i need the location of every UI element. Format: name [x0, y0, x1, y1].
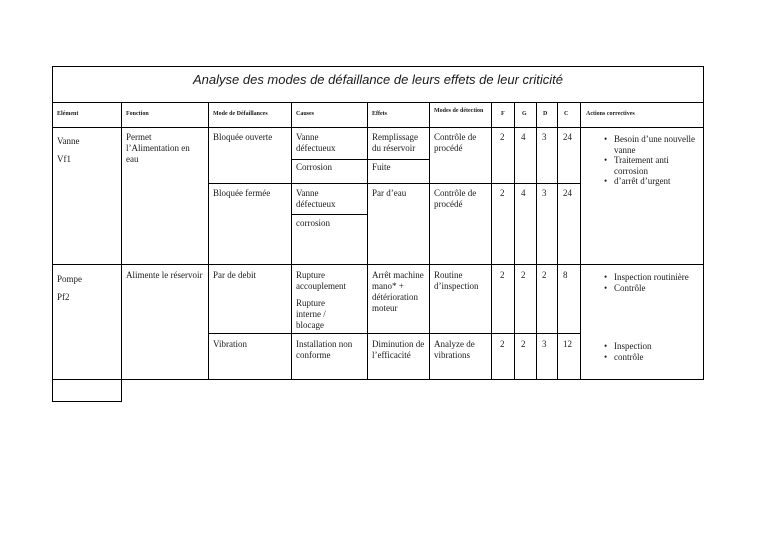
- col-line-7: [514, 102, 515, 380]
- header-element: Elément: [57, 111, 79, 117]
- row2-mode1-action-2: • Contrôle: [600, 283, 700, 294]
- cause-subdivider: [292, 159, 367, 160]
- col-line-0-ext: [52, 380, 53, 402]
- row1-actions-list: [600, 134, 700, 187]
- row-divider: [52, 264, 704, 265]
- row2-mode1-detection: Routine d’inspection: [434, 270, 479, 291]
- row2-mode2-f: 2: [500, 339, 505, 349]
- row1-mode2-cause2: corrosion: [296, 218, 330, 228]
- row1-mode1-effet2: Fuite: [372, 162, 391, 172]
- row1-mode2-f: 2: [500, 188, 505, 198]
- row1-mode-divider: [209, 183, 581, 184]
- row2-mode2-cause1: Installation non conforme: [296, 339, 353, 360]
- col-line-3: [291, 102, 292, 380]
- row2-mode2-action-1: • Inspection: [600, 341, 700, 352]
- header-f: F: [501, 111, 505, 117]
- row2-mode2-g: 2: [521, 339, 526, 349]
- row2-mode1-action-1: • Inspection routinière: [600, 272, 700, 283]
- header-divider: [52, 127, 704, 128]
- row1-mode1-c: 24: [563, 132, 572, 142]
- first-col-bottom: [52, 401, 122, 402]
- col-line-8: [536, 102, 537, 380]
- row2-mode1: Par de debit: [213, 270, 256, 280]
- col-line-2: [208, 102, 209, 380]
- row2-element: Pompe Pf2: [57, 274, 83, 302]
- row1-mode2: Bloquée fermée: [213, 188, 271, 198]
- row1-mode2-effet1: Par d’eau: [372, 188, 407, 198]
- row2-mode1-g: 2: [521, 270, 526, 280]
- row2-mode2-c: 12: [563, 339, 572, 349]
- table-title: Analyse des modes de défaillance de leurs effets de leur criticité: [193, 72, 563, 87]
- col-line-1: [121, 102, 122, 402]
- row2-mode1-c: 8: [563, 270, 568, 280]
- row1-mode2-detection: Contrôle de procédé: [434, 188, 477, 209]
- row2-mode-divider: [209, 333, 581, 334]
- row2-mode1-d: 2: [542, 270, 547, 280]
- header-g: G: [522, 111, 527, 117]
- row1-mode2-cause1: Vanne défectueux: [296, 188, 336, 209]
- row1-mode1: Bloquée ouverte: [213, 132, 273, 142]
- header-c: C: [564, 111, 569, 117]
- row1-action-2: • Traitement anti corrosion: [600, 155, 700, 176]
- header-mode: Mode de Défaillances: [213, 111, 268, 117]
- effect-subdivider: [368, 159, 429, 160]
- header-actions: Actions correctives: [586, 111, 635, 117]
- row2-mode2-effet1: Diminution de l’efficacité: [372, 339, 425, 360]
- row1-mode1-d: 3: [542, 132, 547, 142]
- col-line-6: [491, 102, 492, 380]
- row1-mode1-detection: Contrôle de procédé: [434, 132, 477, 153]
- row1-mode1-f: 2: [500, 132, 505, 142]
- row1-action-1: • Besoin d’une nouvelle vanne: [600, 134, 700, 155]
- row2-mode1-cause2: Rupture interne / blocage: [296, 298, 326, 330]
- title-divider: [52, 102, 704, 103]
- col-line-9: [557, 102, 558, 380]
- row2-fonction: Alimente le réservoir: [126, 270, 203, 280]
- header-fonction: Fonction: [126, 111, 149, 117]
- header-effets: Effets: [372, 111, 387, 117]
- col-line-4: [367, 102, 368, 380]
- row1-mode1-g: 4: [521, 132, 526, 142]
- col-line-10: [580, 102, 581, 380]
- row2-mode2-actions-list: [600, 341, 700, 362]
- table-bottom-line: [122, 379, 704, 380]
- header-causes: Causes: [296, 111, 315, 117]
- row1-action-3: • d’arrêt d’urgent: [600, 176, 700, 187]
- cause-subdivider-2: [292, 214, 367, 215]
- row2-mode2-d: 3: [542, 339, 547, 349]
- row1-mode1-effet1: Remplissage du réservoir: [372, 132, 418, 153]
- col-line-5: [429, 102, 430, 380]
- row1-element: Vanne Vf1: [57, 136, 80, 164]
- row1-mode2-d: 3: [542, 188, 547, 198]
- row1-mode2-g: 4: [521, 188, 526, 198]
- row2-mode1-effet1: Arrêt machine mano* + détérioration moteur: [372, 270, 424, 313]
- row2-mode1-actions-list: [600, 272, 700, 293]
- row1-mode1-cause1: Vanne défectueux: [296, 132, 336, 153]
- row2-mode1-f: 2: [500, 270, 505, 280]
- header-detection: Modes de détection: [434, 108, 484, 114]
- header-d: D: [543, 111, 548, 117]
- row1-fonction: Permet l’Alimentation en eau: [126, 132, 190, 164]
- row2-mode2-action-2: • contrôle: [600, 352, 700, 363]
- row2-mode2: Vibration: [213, 339, 247, 349]
- row2-mode2-detection: Analyze de vibrations: [434, 339, 475, 360]
- row2-mode1-cause1: Rupture accouplement: [296, 270, 346, 291]
- row1-mode1-cause2: Corrosion: [296, 162, 332, 172]
- row1-mode2-c: 24: [563, 188, 572, 198]
